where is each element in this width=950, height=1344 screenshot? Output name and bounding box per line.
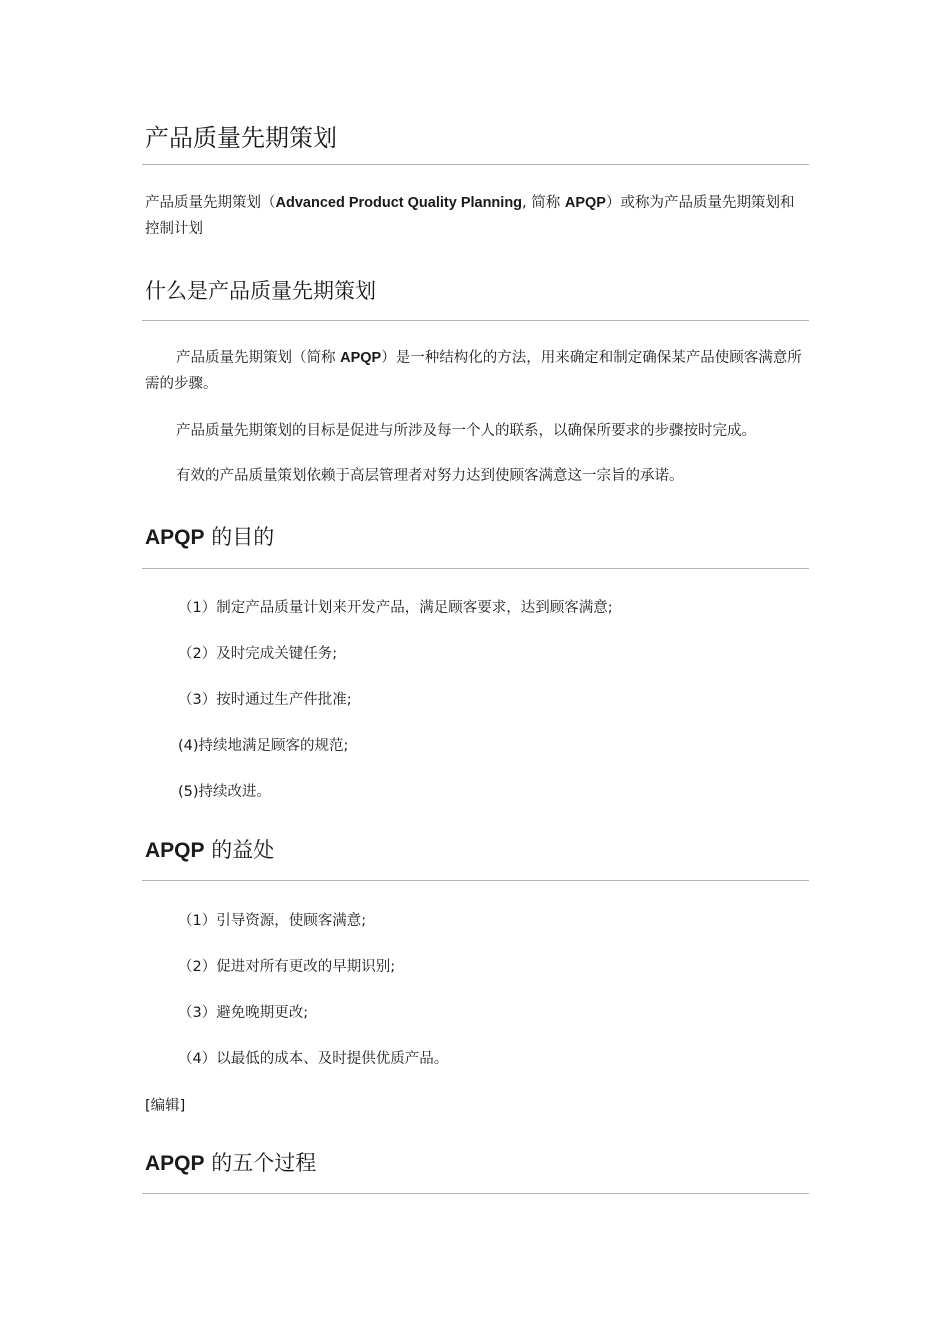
edit-link[interactable]: [编辑] — [145, 1098, 186, 1114]
intro-abbreviation: APQP — [564, 195, 606, 211]
purpose-item: (5)持续改进。 — [178, 784, 272, 800]
purpose-item: （3）按时通过生产件批准; — [178, 692, 352, 708]
benefit-item: （2）促进对所有更改的早期识别; — [178, 959, 396, 975]
section-heading-purpose — [145, 521, 274, 551]
intro-text-3: ）或称为产品质量先期策划和控制计划 — [145, 195, 795, 237]
processes-heading-cn: 的五个过程 — [204, 1151, 317, 1175]
processes-heading-en: APQP — [145, 1152, 205, 1175]
section-divider-what — [142, 320, 809, 321]
intro-text-2: , 简称 — [522, 195, 565, 211]
intro-text-1: 产品质量先期策划（ — [145, 195, 276, 211]
section-divider-purpose — [142, 568, 809, 569]
benefit-item: （4）以最低的成本、及时提供优质产品。 — [178, 1051, 449, 1067]
what-p1-text-a: 产品质量先期策划（简称 — [176, 350, 341, 366]
benefit-item: （3）避免晚期更改; — [178, 1005, 309, 1021]
purpose-item: （1）制定产品质量计划来开发产品，满足顾客要求，达到顾客满意; — [178, 600, 613, 616]
purpose-item: (4)持续地满足顾客的规范; — [178, 738, 349, 754]
benefits-heading-cn: 的益处 — [204, 838, 275, 862]
purpose-item: （2）及时完成关键任务; — [178, 646, 338, 662]
intro-paragraph — [145, 190, 805, 242]
page-title: 产品质量先期策划 — [145, 124, 337, 152]
section-divider-processes — [142, 1193, 809, 1194]
section-divider-benefits — [142, 880, 809, 881]
section-heading-what: 什么是产品质量先期策划 — [145, 279, 376, 303]
intro-english-term: Advanced Product Quality Planning — [275, 195, 523, 211]
what-p1-abbreviation: APQP — [340, 350, 382, 366]
what-paragraph-1 — [145, 345, 805, 397]
benefits-heading-en: APQP — [145, 839, 205, 862]
section-heading-processes — [145, 1147, 316, 1177]
section-heading-benefits — [145, 834, 274, 864]
purpose-heading-en: APQP — [145, 526, 205, 549]
what-p1-text-b: ）是一种结构化的方法，用来确定和制定确保某产品使顾客满意所需的步骤。 — [145, 350, 802, 392]
what-paragraph-3: 有效的产品质量策划依赖于高层管理者对努力达到使顾客满意这一宗旨的承诺。 — [176, 468, 684, 484]
title-divider — [142, 164, 809, 165]
purpose-heading-cn: 的目的 — [204, 525, 275, 549]
what-paragraph-2: 产品质量先期策划的目标是促进与所涉及每一个人的联系，以确保所要求的步骤按时完成。 — [176, 423, 756, 439]
benefit-item: （1）引导资源，使顾客满意; — [178, 913, 367, 929]
